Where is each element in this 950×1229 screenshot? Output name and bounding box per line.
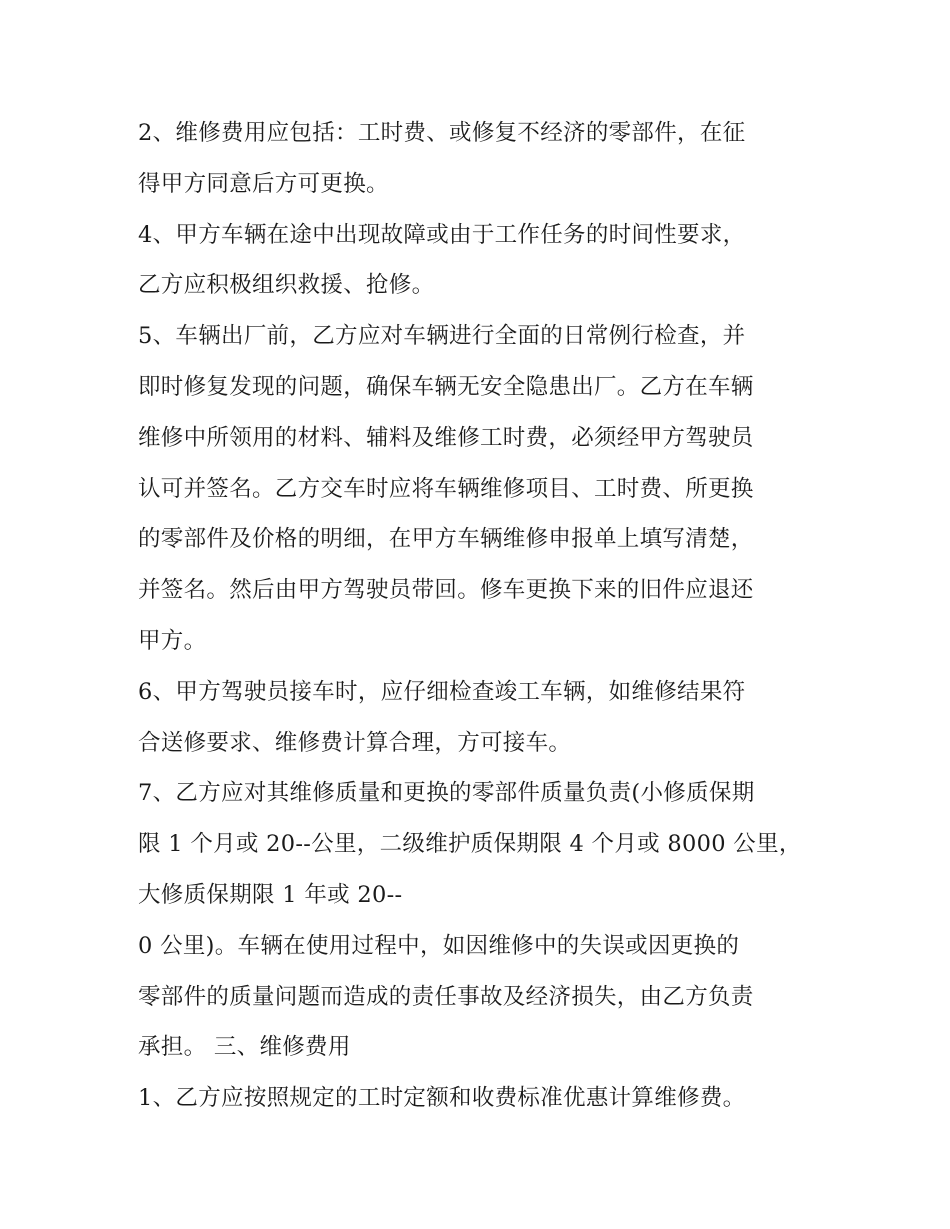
text-line: 合送修要求、维修费计算合理，方可接车。	[138, 729, 572, 756]
text-line: 得甲方同意后方可更换。	[138, 170, 389, 197]
text-line: 0 公里)。车辆在使用过程中，如因维修中的失误或因更换的	[138, 932, 740, 959]
text-line: 大修质保期限 1 年或 20--	[138, 881, 403, 908]
text-line: 并签名。然后由甲方驾驶员带回。修车更换下来的旧件应退还	[138, 577, 754, 604]
text-line: 7、乙方应对其维修质量和更换的零部件质量负责(小修质保期	[138, 780, 755, 807]
text-line: 6、甲方驾驶员接车时，应仔细检查竣工车辆，如维修结果符	[138, 678, 746, 705]
text-line: 零部件的质量问题而造成的责任事故及经济损失，由乙方负责	[138, 983, 754, 1010]
text-line: 即时修复发现的问题，确保车辆无安全隐患出厂。乙方在车辆	[138, 373, 754, 400]
text-line: 限 1 个月或 20--公里，二级维护质保期限 4 个月或 8000 公里，	[138, 831, 802, 858]
text-line: 1、乙方应按照规定的工时定额和收费标准优惠计算维修费。	[138, 1085, 746, 1112]
text-line: 甲方。	[138, 627, 207, 654]
text-line: 的零部件及价格的明细，在甲方车辆维修申报单上填写清楚，	[138, 526, 754, 553]
text-line: 4、甲方车辆在途中出现故障或由于工作任务的时间性要求，	[138, 221, 746, 248]
document-body	[138, 108, 828, 1124]
text-line: 认可并签名。乙方交车时应将车辆维修项目、工时费、所更换	[138, 475, 754, 502]
text-line: 2、维修费用应包括：工时费、或修复不经济的零部件，在征	[138, 120, 746, 146]
text-line: 维修中所领用的材料、辅料及维修工时费，必须经甲方驾驶员	[138, 424, 754, 451]
text-line: 5、车辆出厂前，乙方应对车辆进行全面的日常例行检查，并	[138, 323, 746, 350]
text-line: 乙方应积极组织救援、抢修。	[138, 272, 435, 299]
text-line: 承担。 三、维修费用	[138, 1034, 351, 1061]
